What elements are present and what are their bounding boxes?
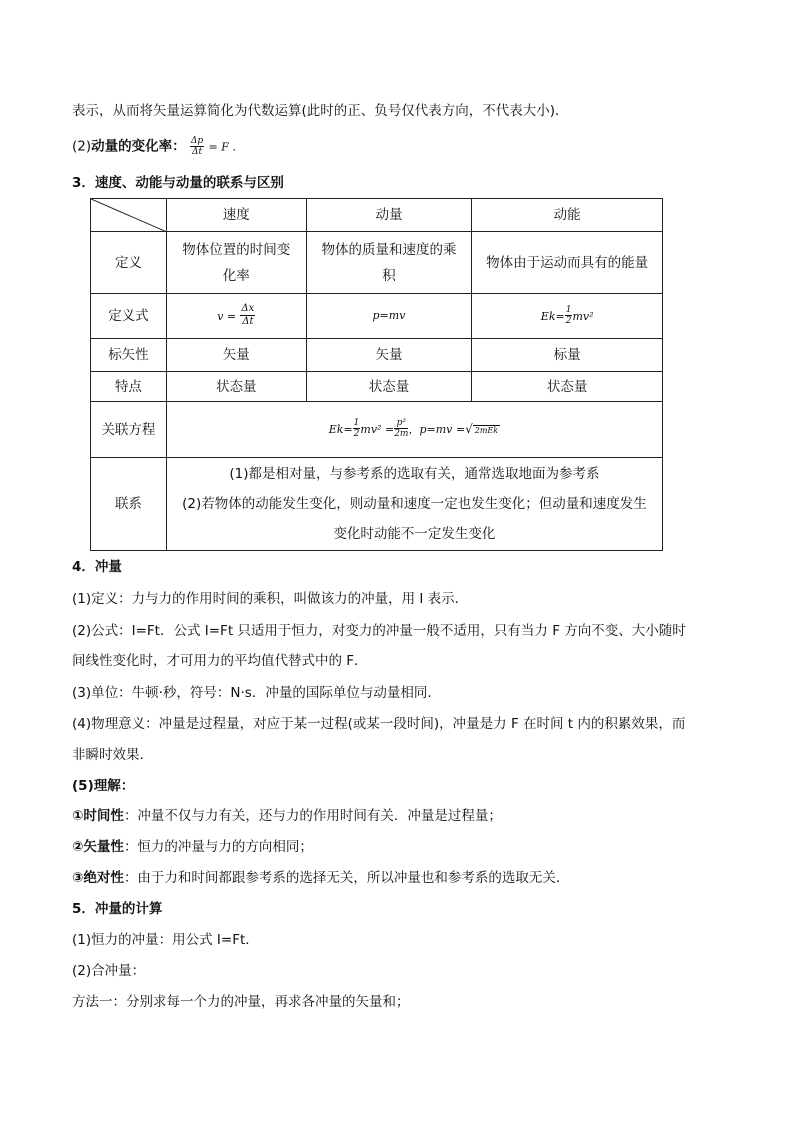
row-label-feature: 特点 xyxy=(91,372,167,402)
cell-line: 物体的质量和速度的乘 xyxy=(321,241,457,258)
fraction-denominator: Δt xyxy=(191,147,203,157)
cell-relation-equation xyxy=(166,402,662,458)
paragraph-text: 方法一：分别求每一个力的冲量，再求各冲量的矢量和； xyxy=(72,994,410,1010)
row-label-relation: 关联方程 xyxy=(91,402,167,458)
sqrt-content: 2mEk xyxy=(474,425,499,435)
formula-fraction xyxy=(394,418,408,439)
header-velocity: 速度 xyxy=(166,199,306,232)
cell-def-velocity xyxy=(166,232,306,294)
header-momentum: 动量 xyxy=(306,199,472,232)
cell-line: 变化时动能不一定发生变化 xyxy=(333,526,496,542)
formula-part: Ek= xyxy=(328,422,353,436)
cell-vector-velocity: 矢量 xyxy=(166,339,306,372)
row-label-definition: 定义 xyxy=(91,232,167,294)
fraction-denominator: 2m xyxy=(394,429,409,439)
formula-lhs: Ek= xyxy=(540,309,565,323)
list-item xyxy=(72,837,313,857)
list-item-text: ：恒力的冲量与力的方向相同； xyxy=(123,839,313,855)
table-header-row xyxy=(91,199,663,232)
subheading-understanding: (5)理解： xyxy=(72,778,135,794)
paragraph-text: (2)合冲量： xyxy=(72,963,146,979)
diagonal-header-cell xyxy=(91,199,167,232)
paragraph-text: (1)恒力的冲量：用公式 I=Ft． xyxy=(72,932,259,948)
cell-link-text xyxy=(166,458,662,551)
cell-line: (1)都是相对量，与参考系的选取有关，通常选取地面为参考系 xyxy=(229,466,600,482)
cell-line: 化率 xyxy=(222,267,250,284)
list-item-label: ①时间性 xyxy=(72,808,124,824)
paragraph-text: 表示，从而将矢量运算简化为代数运算(此时的正、负号仅代表方向，不代表大小)． xyxy=(72,103,569,119)
cell-line: 积 xyxy=(382,267,396,284)
section-heading-3: 3．速度、动能与动量的联系与区别 xyxy=(72,175,284,191)
cell-vector-energy: 标量 xyxy=(472,339,663,372)
fraction-numerator: Δx xyxy=(241,303,255,314)
cell-vector-momentum: 矢量 xyxy=(306,339,472,372)
list-item-text: ：冲量不仅与力有关，还与力的作用时间有关．冲量是过程量； xyxy=(123,808,502,824)
paragraph-text: (1)定义：力与力的作用时间的乘积，叫做该力的冲量，用 I 表示． xyxy=(72,591,469,607)
cell-feature-energy: 状态量 xyxy=(472,372,663,402)
item-prefix: (2) xyxy=(72,138,92,155)
paragraph-text: (2)公式：I=Ft．公式 I=Ft 只适用于恒力，对变力的冲量一般不适用，只有当力 F 方向不变、大小随时 xyxy=(72,623,686,639)
momentum-rate-tail: = F ． xyxy=(208,140,244,154)
fraction-numerator: 1 xyxy=(353,418,360,428)
cell-feature-momentum: 状态量 xyxy=(306,372,472,402)
momentum-rate-line xyxy=(72,136,243,158)
row-label-vector: 标矢性 xyxy=(91,339,167,372)
paragraph-text: (3)单位：牛顿·秒，符号：N·s．冲量的国际单位与动量相同． xyxy=(72,685,441,701)
header-kinetic-energy: 动能 xyxy=(472,199,663,232)
list-item-text: ：由于力和时间都跟参考系的选择无关，所以冲量也和参考系的选取无关． xyxy=(123,870,570,886)
paragraph-text: 间线性变化时，才可用力的平均值代替式中的 F． xyxy=(72,653,368,669)
list-item xyxy=(72,806,502,826)
table-row xyxy=(91,232,663,294)
formula-part: mv² = xyxy=(360,422,395,436)
cell-formula-energy xyxy=(472,294,663,339)
cell-formula-momentum: p=mv xyxy=(306,294,472,339)
section-heading-4: 4．冲量 xyxy=(72,559,122,575)
comparison-table xyxy=(90,198,663,551)
fraction-denominator: 2 xyxy=(565,316,572,326)
sqrt-symbol: √ xyxy=(465,421,473,436)
diagonal-line xyxy=(91,199,167,232)
momentum-rate-fraction xyxy=(190,136,204,157)
row-label-formula: 定义式 xyxy=(91,294,167,339)
fraction-numerator: Δp xyxy=(190,136,204,146)
list-item-label: ②矢量性 xyxy=(72,839,124,855)
table-row xyxy=(91,458,663,551)
fraction-denominator: 2 xyxy=(353,429,360,439)
table-row xyxy=(91,339,663,372)
cell-formula-velocity xyxy=(166,294,306,339)
fraction-numerator: 1 xyxy=(565,305,572,315)
cell-line: 物体位置的时间变 xyxy=(182,241,291,258)
cell-def-energy: 物体由于运动而具有的能量 xyxy=(472,232,663,294)
table-row xyxy=(91,294,663,339)
paragraph-text: 非瞬时效果． xyxy=(72,747,153,763)
fraction-denominator: Δt xyxy=(242,316,254,327)
list-item-label: ③绝对性 xyxy=(72,870,124,886)
formula-part: ，p=mv = xyxy=(408,422,466,436)
paragraph-text: (4)物理意义：冲量是过程量，对应于某一过程(或某一段时间)，冲量是力 F 在时间 t 内的积累效果，而 xyxy=(72,716,686,732)
formula-lhs: v = xyxy=(217,309,237,323)
formula-rhs: mv² xyxy=(572,309,594,323)
row-label-link: 联系 xyxy=(91,458,167,551)
table-row xyxy=(91,372,663,402)
cell-feature-velocity: 状态量 xyxy=(166,372,306,402)
table-row xyxy=(91,402,663,458)
section-heading-5: 5．冲量的计算 xyxy=(72,901,163,917)
cell-line: (2)若物体的动能发生变化，则动量和速度一定也发生变化；但动量和速度发生 xyxy=(182,496,647,512)
fraction-numerator: p² xyxy=(394,418,408,429)
momentum-rate-label: 动量的变化率： xyxy=(91,138,186,155)
formula-fraction xyxy=(240,303,255,328)
list-item xyxy=(72,868,569,888)
cell-def-momentum xyxy=(306,232,472,294)
